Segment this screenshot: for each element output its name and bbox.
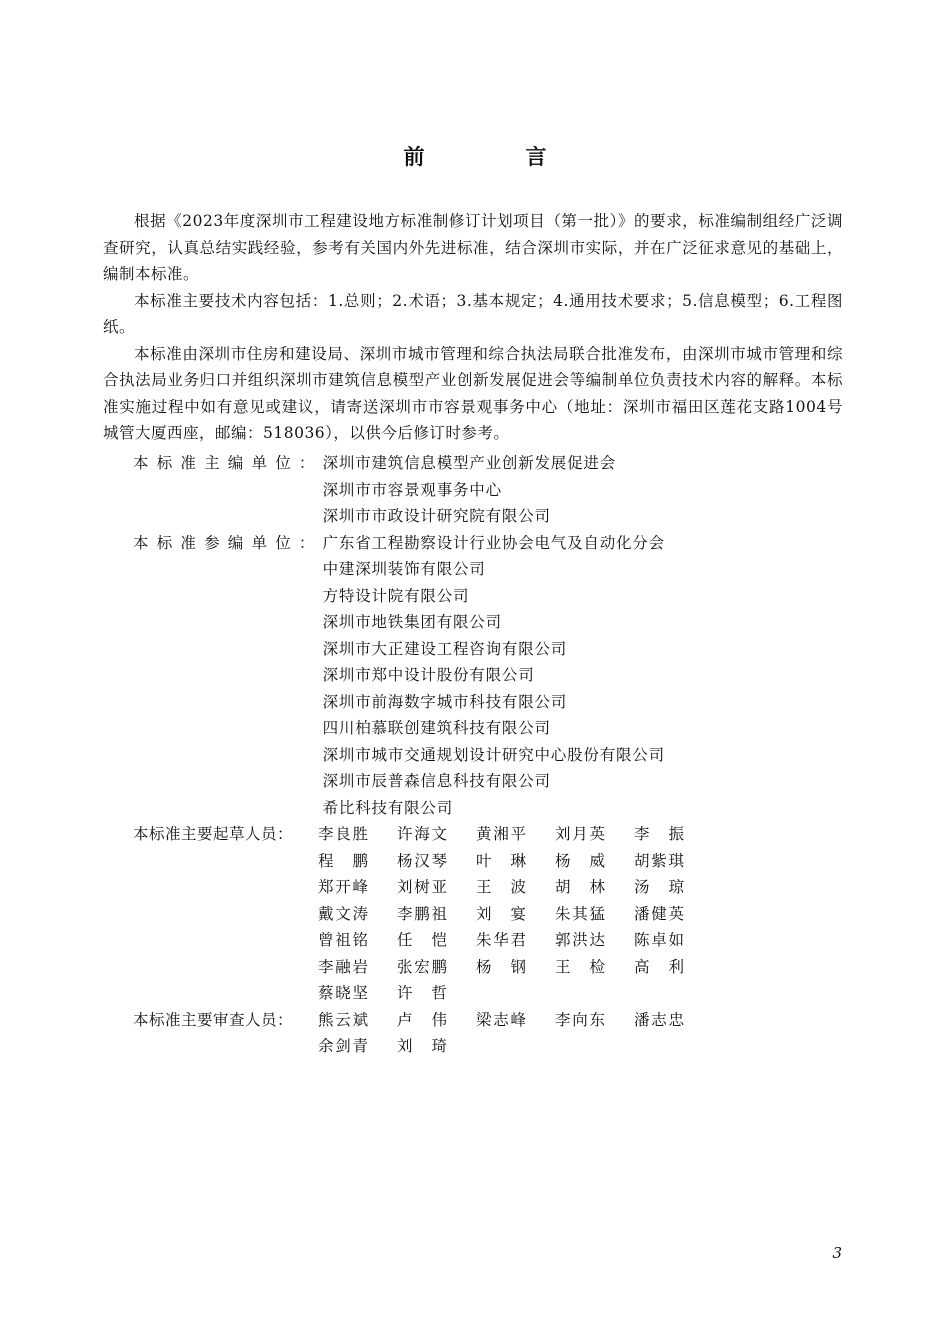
participating-unit: 希比科技有限公司 [322, 798, 454, 817]
foreword-body [103, 208, 843, 447]
drafter-name: 李振 [634, 825, 684, 843]
drafter-name: 杨钢 [476, 957, 526, 976]
drafter-name: 李融岩 [318, 957, 368, 976]
participating-unit: 深圳市大正建设工程咨询有限公司 [322, 639, 568, 658]
chief-unit: 深圳市市政设计研究院有限公司 [322, 507, 551, 525]
drafter-name: 朱华君 [476, 931, 526, 949]
page-number: 3 [832, 1244, 842, 1262]
drafter-name: 杨汉琴 [397, 851, 447, 870]
drafter-name: 张宏鹏 [397, 957, 447, 976]
participating-unit: 深圳市前海数字城市科技有限公司 [322, 692, 568, 711]
reviewer-name: 梁志峰 [476, 1010, 526, 1029]
reviewer-name: 潘志忠 [634, 1010, 684, 1029]
participating-units-list [323, 530, 833, 822]
drafter-name: 汤琼 [634, 878, 684, 896]
drafter-name: 黄湘平 [476, 825, 526, 843]
reviewers-label: 本标准主要审查人员： [133, 1010, 294, 1029]
drafters-label: 本标准主要起草人员： [133, 825, 294, 843]
participating-unit: 广东省工程勘察设计行业协会电气及自动化分会 [322, 533, 665, 552]
paragraph-approval: 本标准由深圳市住房和建设局、深圳市城市管理和综合执法局联合批准发布，由深圳市城市管理和综合执法局业务归口并组织深圳市建筑信息模型产业创新发展促进会等编制单位负责技术内容的解释。本标准实施过程中如有意见或建议，请寄送深圳市市容景观事务中心（地址：深圳市福田区莲花支路1004号城管大厦西座，邮编：518036），以供今后修订时参考。 [103, 344, 843, 442]
participating-unit: 四川柏慕联创建筑科技有限公司 [322, 719, 551, 737]
paragraph-background: 根据《2023年度深圳市工程建设地方标准制修订计划项目（第一批）》的要求，标准编制组经广泛调查研究，认真总结实践经验，参考有关国内外先进标准，结合深圳市实际，并在广泛征求意见的基础上，编制本标准。 [103, 212, 843, 283]
chief-units-list [323, 450, 833, 530]
reviewer-name: 卢伟 [397, 1010, 447, 1029]
drafter-name: 刘树亚 [397, 878, 447, 896]
chief-unit: 深圳市市容景观事务中心 [322, 480, 502, 499]
reviewers-group [133, 1007, 833, 1060]
drafter-name: 程鹏 [318, 851, 368, 870]
reviewer-name: 熊云斌 [318, 1010, 368, 1029]
drafter-name: 杨威 [555, 851, 605, 870]
reviewer-name: 刘琦 [397, 1037, 447, 1055]
reviewer-name: 余剑青 [318, 1037, 368, 1055]
participating-unit: 深圳市地铁集团有限公司 [322, 613, 502, 631]
drafter-name: 许哲 [397, 984, 447, 1002]
drafter-name: 刘月英 [555, 825, 605, 843]
page-title: 前 言 [403, 145, 587, 169]
drafter-name: 戴文涛 [318, 904, 368, 923]
chief-unit: 深圳市建筑信息模型产业创新发展促进会 [322, 454, 617, 472]
drafter-name: 郭洪达 [555, 931, 605, 949]
drafter-name: 蔡晓坚 [318, 984, 368, 1002]
drafters-list [318, 821, 833, 1007]
participating-unit: 深圳市城市交通规划设计研究中心股份有限公司 [322, 745, 665, 764]
reviewers-list [318, 1007, 833, 1060]
participating-units-label: 本标准参编单位： [133, 533, 323, 552]
participating-unit: 方特设计院有限公司 [322, 586, 470, 605]
drafter-name: 王检 [555, 957, 605, 976]
drafter-name: 李良胜 [318, 825, 368, 843]
drafter-name: 潘健英 [634, 904, 684, 923]
reviewer-name: 李向东 [555, 1010, 605, 1029]
drafter-name: 胡林 [555, 878, 605, 896]
drafter-name: 任恺 [397, 931, 447, 949]
drafter-name: 胡紫琪 [634, 851, 684, 870]
credits-section [133, 450, 833, 1060]
drafter-name: 刘宴 [476, 904, 526, 923]
participating-units-group [133, 530, 833, 822]
drafter-name: 陈卓如 [634, 931, 684, 949]
chief-units-group [133, 450, 833, 530]
drafters-group [133, 821, 833, 1007]
drafter-name: 叶琳 [476, 851, 526, 870]
participating-unit: 深圳市辰普森信息科技有限公司 [322, 772, 551, 790]
drafter-name: 李鹏祖 [397, 904, 447, 923]
drafter-name: 高利 [634, 957, 684, 976]
drafter-name: 王波 [476, 878, 526, 896]
drafter-name: 曾祖铭 [318, 931, 368, 949]
participating-unit: 中建深圳装饰有限公司 [322, 560, 486, 578]
participating-unit: 深圳市郑中设计股份有限公司 [322, 666, 535, 684]
drafter-name: 许海文 [397, 825, 447, 843]
paragraph-technical-contents: 本标准主要技术内容包括：1.总则；2.术语；3.基本规定；4.通用技术要求；5.信息模型；6.工程图纸。 [103, 291, 843, 336]
chief-units-label: 本标准主编单位： [133, 454, 323, 472]
drafter-name: 朱其猛 [555, 904, 605, 923]
drafter-name: 郑开峰 [318, 878, 368, 896]
